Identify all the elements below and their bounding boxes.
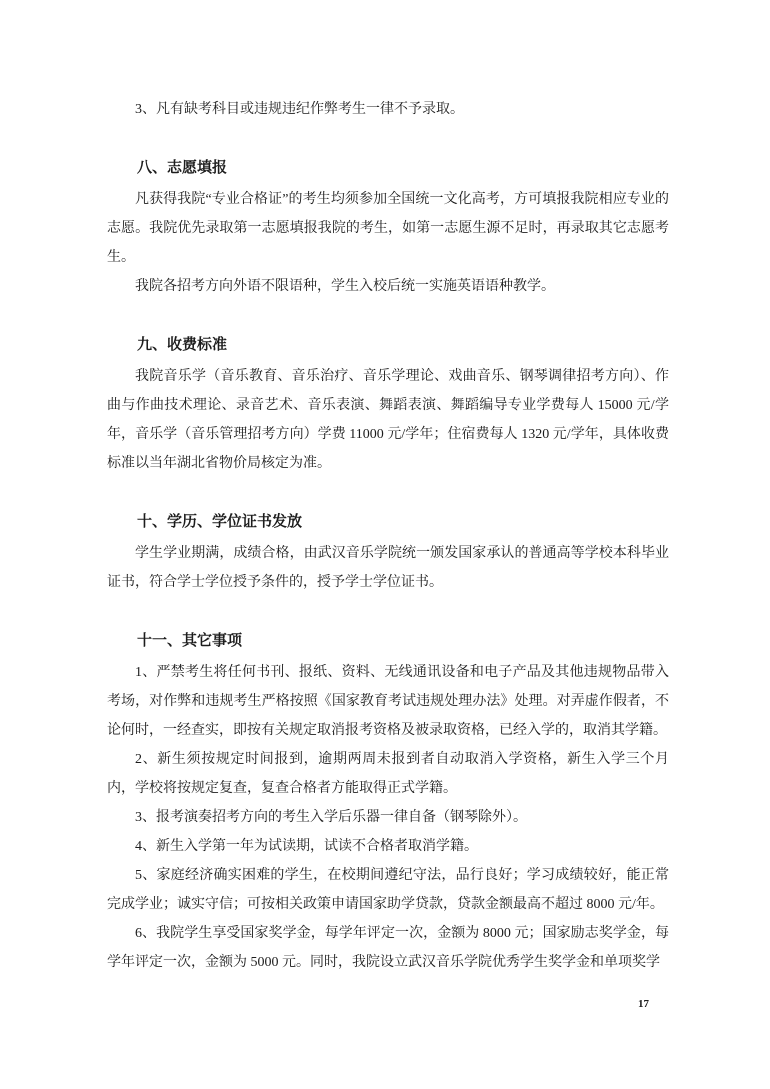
section-heading-diploma: 十、学历、学位证书发放 [137, 514, 303, 530]
paragraph: 1、严禁考生将任何书刊、报纸、资料、无线通讯设备和电子产品及其他违规物品带入考场，对作弊和违规考生严格按照《国家教育考试违规处理办法》处理。对弄虚作假者，不论何时，一经查实，即按有关规定取消报考资格及被录取资格，已经入学的，取消其学籍。 [107, 665, 669, 738]
paragraph: 4、新生入学第一年为试读期，试读不合格者取消学籍。 [135, 839, 478, 854]
paragraph: 凡获得我院“专业合格证”的考生均须参加全国统一文化高考，方可填报我院相应专业的志愿。我院优先录取第一志愿填报我院的考生，如第一志愿生源不足时，再录取其它志愿考生。 [107, 192, 669, 265]
section-heading-other-matters: 十一、其它事项 [137, 633, 243, 649]
paragraph: 6、我院学生享受国家奖学金，每学年评定一次，金额为 8000 元；国家励志奖学金，每学年评定一次，金额为 5000 元。同时，我院设立武汉音乐学院优秀学生奖学金和单项奖学 [107, 926, 669, 970]
section-heading-fees: 九、收费标准 [137, 337, 228, 353]
intro-paragraph: 3、凡有缺考科目或违规违纪作弊考生一律不予录取。 [135, 102, 464, 117]
section-heading-volunteer-filing: 八、志愿填报 [137, 160, 228, 176]
paragraph: 我院各招考方向外语不限语种，学生入校后统一实施英语语种教学。 [135, 279, 555, 294]
paragraph: 5、家庭经济确实困难的学生，在校期间遵纪守法，品行良好；学习成绩较好，能正常完成学业；诚实守信；可按相关政策申请国家助学贷款，贷款金额最高不超过 8000 元/年。 [107, 868, 669, 912]
document-body [107, 95, 669, 977]
paragraph: 2、新生须按规定时间报到，逾期两周未报到者自动取消入学资格，新生入学三个月内，学校将按规定复查，复查合格者方能取得正式学籍。 [107, 752, 669, 796]
paragraph: 我院音乐学（音乐教育、音乐治疗、音乐学理论、戏曲音乐、钢琴调律招考方向）、作曲与作曲技术理论、录音艺术、音乐表演、舞蹈表演、舞蹈编导专业学费每人 15000 元/学年，音乐学（音乐管理招考方向）学费 11000 元/学年；住宿费每人 1320 元/学年，具体收费标准以当年湖北省物价局核定为准。 [107, 369, 669, 471]
paragraph: 3、报考演奏招考方向的考生入学后乐器一律自备（钢琴除外）。 [135, 810, 527, 825]
paragraph: 学生学业期满，成绩合格，由武汉音乐学院统一颁发国家承认的普通高等学校本科毕业证书，符合学士学位授予条件的，授予学士学位证书。 [107, 546, 669, 590]
page-number: 17 [638, 998, 649, 1010]
